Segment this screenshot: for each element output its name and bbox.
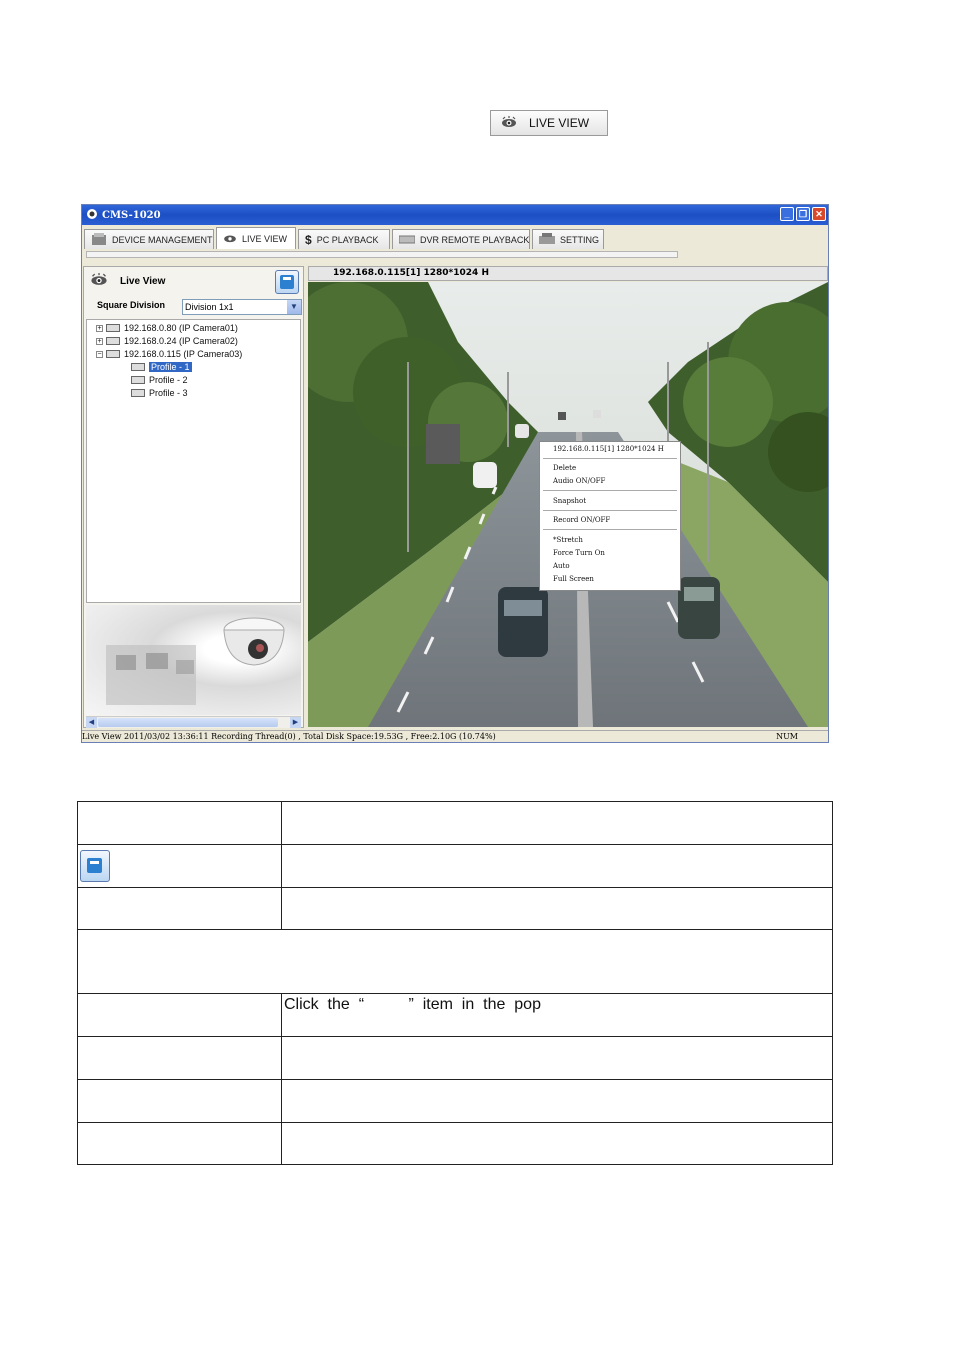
- table-cell: [282, 1080, 833, 1123]
- save-icon: [87, 858, 102, 873]
- playback-icon: $: [305, 232, 312, 247]
- table-cell: [78, 845, 282, 888]
- table-cell: [78, 1123, 282, 1165]
- table-cell: [282, 1037, 833, 1080]
- context-menu-full-screen[interactable]: Full Screen: [553, 575, 594, 583]
- table-row: [78, 994, 833, 1037]
- context-menu-channel-info: 192.168.0.115[1] 1280*1024 H: [553, 445, 664, 453]
- left-panel: [83, 266, 304, 728]
- scroll-left-icon[interactable]: ◀: [86, 717, 97, 728]
- device-tree: [86, 319, 301, 603]
- table-row: [78, 1080, 833, 1123]
- cms-window: [81, 204, 829, 743]
- table-cell: [78, 930, 833, 994]
- dvr-icon: [399, 234, 415, 246]
- context-menu-audio[interactable]: Audio ON/OFF: [553, 477, 606, 485]
- collapse-icon: −: [97, 350, 102, 358]
- live-view-button-label: LIVE VIEW: [529, 116, 590, 130]
- restore-button[interactable]: ❐: [796, 207, 810, 221]
- profile-icon: [131, 363, 145, 371]
- menu-divider: [543, 529, 677, 530]
- tree-node-camera03[interactable]: − 192.168.0.115 (IP Camera03): [97, 349, 243, 359]
- table-row: [78, 1037, 833, 1080]
- camera-device-icon: [106, 350, 120, 358]
- eye-icon: [90, 273, 108, 289]
- horizontal-scrollbar[interactable]: [86, 716, 301, 728]
- context-menu-auto[interactable]: Auto: [553, 562, 570, 570]
- status-bar: [82, 730, 828, 743]
- save-icon: [280, 275, 294, 289]
- tab-dvr-remote-playback[interactable]: DVR REMOTE PLAYBACK: [392, 229, 530, 249]
- menu-divider: [543, 510, 677, 511]
- tab-pc-playback[interactable]: $ PC PLAYBACK: [298, 229, 390, 249]
- description-table: [77, 801, 833, 1165]
- device-icon: [91, 232, 107, 248]
- menu-divider: [543, 458, 677, 459]
- table-cell-click-text: Click the “ ” item in the pop: [282, 994, 833, 1037]
- context-menu-stretch[interactable]: *Stretch: [553, 536, 583, 544]
- num-lock-indicator: NUM: [776, 732, 798, 741]
- table-row: [78, 930, 833, 994]
- camera-device-icon: [106, 337, 120, 345]
- tree-node-profile-2[interactable]: Profile - 2: [131, 375, 188, 385]
- table-row: [78, 802, 833, 845]
- profile-icon: [131, 389, 145, 397]
- app-icon: [86, 208, 98, 223]
- minimize-button[interactable]: _: [780, 207, 794, 221]
- tab-setting[interactable]: SETTING: [532, 229, 604, 249]
- table-cell: [78, 994, 282, 1037]
- setting-icon: [539, 233, 555, 247]
- eye-icon: [223, 233, 237, 245]
- table-cell: [282, 888, 833, 930]
- tree-node-profile-3[interactable]: Profile - 3: [131, 388, 188, 398]
- tree-node-profile-1[interactable]: Profile - 1: [131, 362, 192, 372]
- expand-icon: +: [97, 337, 102, 345]
- menu-divider: [543, 490, 677, 491]
- camera-device-icon: [106, 324, 120, 332]
- eye-icon: [501, 116, 517, 131]
- table-cell: [282, 802, 833, 845]
- progress-bar: [86, 251, 678, 258]
- table-row: [78, 1123, 833, 1165]
- profile-icon: [131, 376, 145, 384]
- close-button[interactable]: ✕: [812, 207, 826, 221]
- table-cell: [78, 1080, 282, 1123]
- window-title: CMS-1020: [102, 209, 161, 221]
- video-context-menu: [539, 441, 681, 591]
- table-row: [78, 845, 833, 888]
- square-division-select[interactable]: Division 1x1 ▼: [182, 299, 302, 315]
- context-menu-record[interactable]: Record ON/OFF: [553, 516, 611, 524]
- tab-bar: [84, 229, 606, 251]
- context-menu-delete[interactable]: Delete: [553, 464, 577, 472]
- tab-live-view[interactable]: LIVE VIEW: [216, 227, 296, 249]
- live-view-button[interactable]: [490, 110, 608, 136]
- table-cell: [282, 1123, 833, 1165]
- table-cell: [78, 1037, 282, 1080]
- tree-node-camera02[interactable]: + 192.168.0.24 (IP Camera02): [97, 336, 238, 346]
- scroll-right-icon[interactable]: ▶: [290, 717, 301, 728]
- dome-camera-image: [86, 605, 301, 715]
- tab-device-management[interactable]: DEVICE MANAGEMENT: [84, 229, 214, 249]
- table-cell: [282, 845, 833, 888]
- video-channel-header: 192.168.0.115[1] 1280*1024 H: [308, 266, 828, 281]
- context-menu-force-turn-on[interactable]: Force Turn On: [553, 549, 605, 557]
- table-row: [78, 888, 833, 930]
- scroll-thumb[interactable]: [98, 718, 278, 727]
- status-text: Live View 2011/03/02 13:36:11 Recording Thread(0) , Total Disk Space:19.53G , Free:2.10G (10.74%): [82, 732, 496, 741]
- chevron-down-icon: ▼: [287, 300, 301, 314]
- title-bar: [82, 205, 828, 225]
- table-cell: [78, 802, 282, 845]
- live-view-heading: Live View: [90, 273, 165, 289]
- context-menu-snapshot[interactable]: Snapshot: [553, 497, 587, 505]
- save-button-icon: [80, 850, 110, 882]
- table-cell: [78, 888, 282, 930]
- expand-icon: +: [97, 324, 102, 332]
- tree-node-camera01[interactable]: + 192.168.0.80 (IP Camera01): [97, 323, 238, 333]
- square-division-label: Square Division: [97, 300, 166, 310]
- save-layout-button[interactable]: [275, 270, 299, 294]
